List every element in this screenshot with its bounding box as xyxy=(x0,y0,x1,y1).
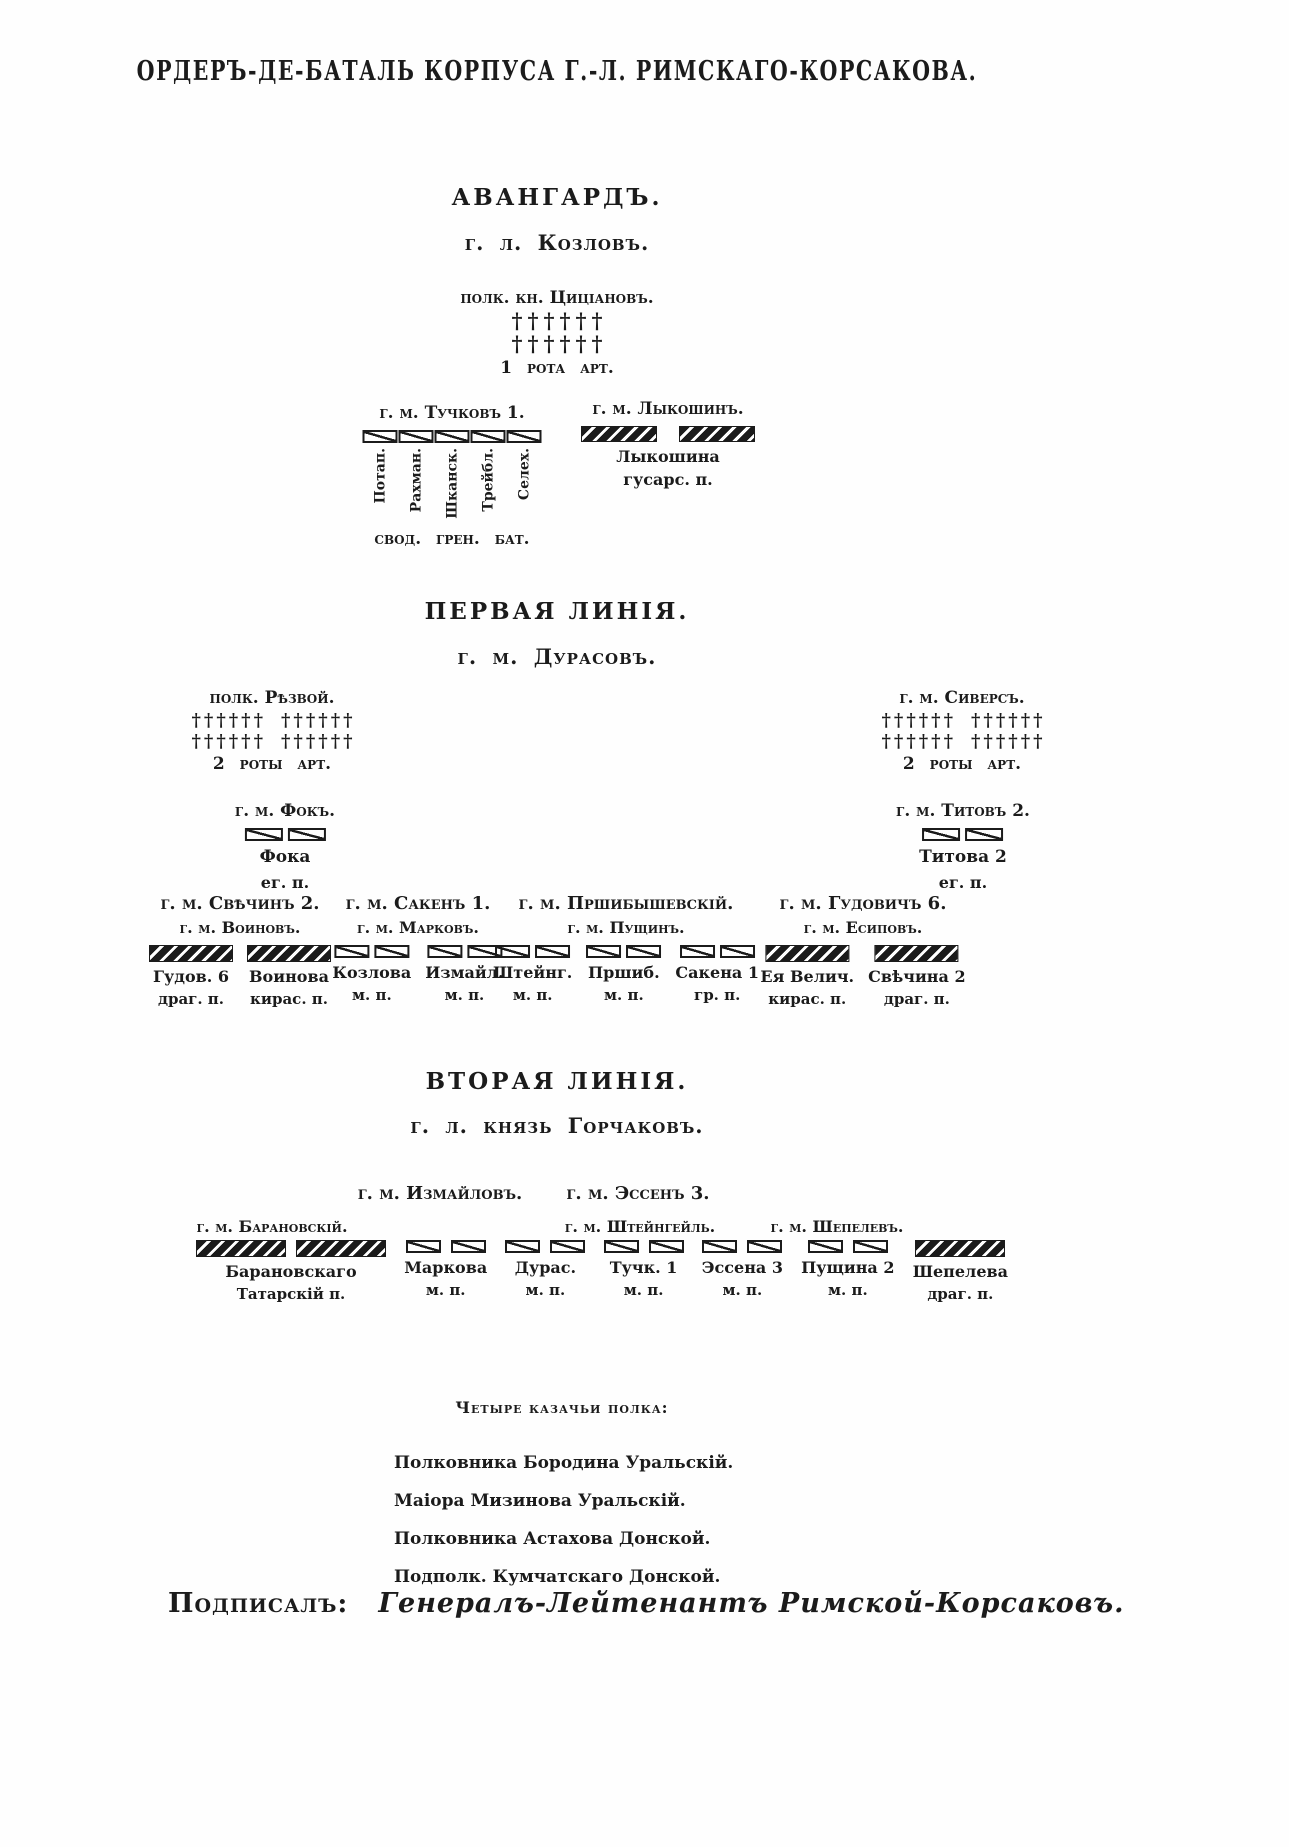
cannon-icon xyxy=(254,731,263,752)
cannon-icon xyxy=(343,731,352,752)
jager-units xyxy=(919,828,1007,892)
cannon-icon xyxy=(919,710,928,731)
gun-group xyxy=(509,333,605,356)
cannon-icon xyxy=(241,710,250,731)
group-general: г. м. Марковъ. xyxy=(357,918,479,937)
cannon-icon xyxy=(281,710,290,731)
cannon-icon xyxy=(204,731,213,752)
infantry-battalion-icon xyxy=(853,1240,888,1253)
cannon-icon xyxy=(1021,710,1030,731)
cannon-icon xyxy=(591,333,602,354)
cannon-icon xyxy=(331,731,340,752)
unit-cav xyxy=(913,1240,1008,1303)
infantry-battalion-icon xyxy=(435,430,470,443)
lykoshin-brigade-block xyxy=(581,399,755,489)
unit-symbols xyxy=(680,945,755,958)
unit-type: м. п. xyxy=(604,986,644,1004)
left-artillery-block xyxy=(190,688,354,774)
infantry-battalion-icon xyxy=(507,430,542,443)
cannon-icon xyxy=(241,731,250,752)
unit-name: Тучк. 1 xyxy=(609,1258,678,1277)
group-units xyxy=(332,945,503,1004)
unit-inf2 xyxy=(244,828,325,892)
first-line-group-gudovich xyxy=(760,893,965,1008)
lykoshin-units xyxy=(581,426,755,489)
cannon-icon xyxy=(894,731,903,752)
cannon-icon xyxy=(1033,710,1042,731)
cannon-icon xyxy=(281,731,290,752)
cavalry-regiment-icon xyxy=(765,945,849,962)
group-units xyxy=(149,945,331,1008)
unit-inf2 xyxy=(604,1240,684,1299)
infantry-battalion-icon xyxy=(966,828,1004,841)
unit-type: м. п. xyxy=(525,1281,566,1299)
infantry-battalion-icon xyxy=(604,1240,639,1253)
unit-type: кирас. п. xyxy=(768,990,847,1008)
unit-name: Сакена 1 xyxy=(675,963,759,982)
unit-name: Гудов. 6 xyxy=(152,967,229,986)
unit-type: м. п. xyxy=(623,1281,664,1299)
unit-symbols xyxy=(427,945,502,958)
artillery-officer: г. м. Сиверсъ. xyxy=(899,688,1025,708)
infantry-battalion-icon xyxy=(586,945,621,958)
unit-name: Козлова xyxy=(332,963,412,982)
first-line-commander: г. м. Дурасовъ. xyxy=(457,644,657,669)
unit-cav xyxy=(149,945,233,1008)
battalion-column xyxy=(400,430,433,512)
unit-cav2 xyxy=(581,426,755,489)
unit-cav xyxy=(760,945,854,1008)
infantry-battalion-icon xyxy=(702,1240,737,1253)
tuchkov-general: г. м. Тучковъ 1. xyxy=(379,403,525,423)
gun-group xyxy=(190,710,265,731)
unit-inf2 xyxy=(801,1240,894,1299)
group-general: г. м. Пущинъ. xyxy=(567,918,685,937)
unit-symbols xyxy=(702,1240,782,1253)
infantry-battalion-icon xyxy=(287,828,325,841)
unit-inf2 xyxy=(505,1240,585,1299)
gun-group xyxy=(509,310,605,333)
artillery-guns xyxy=(880,710,1044,752)
unit-symbols xyxy=(247,945,331,962)
gun-group xyxy=(970,710,1045,731)
cannon-icon xyxy=(254,710,263,731)
battalion-column xyxy=(472,430,505,512)
unit-symbols xyxy=(586,945,661,958)
cannon-icon xyxy=(881,710,890,731)
infantry-battalion-icon xyxy=(535,945,570,958)
unit-symbols xyxy=(581,426,755,442)
battalion-column xyxy=(436,430,469,519)
cannon-icon xyxy=(331,710,340,731)
unit-type: гр. п. xyxy=(694,986,741,1004)
unit-inf2 xyxy=(493,945,572,1004)
second-line-heading: ВТОРАЯ ЛИНІЯ. xyxy=(425,1068,689,1095)
infantry-battalion-icon xyxy=(374,945,409,958)
unit-inf2 xyxy=(702,1240,783,1299)
unit-name: Измайл. xyxy=(425,963,504,982)
right-jager-block xyxy=(896,801,1030,892)
unit-cav xyxy=(247,945,331,1008)
cannon-icon xyxy=(559,310,570,331)
cavalry-regiment-icon xyxy=(581,426,657,442)
general-shepelev: г. м. Шепелевъ. xyxy=(770,1217,904,1236)
cavalry-regiment-icon xyxy=(196,1240,286,1257)
unit-type: м. п. xyxy=(425,1281,466,1299)
unit-name: Штейнг. xyxy=(493,963,573,982)
unit-name: Фока xyxy=(259,847,311,867)
unit-symbols xyxy=(765,945,849,962)
cannon-icon xyxy=(343,710,352,731)
cannon-icon xyxy=(306,710,315,731)
gun-group xyxy=(280,731,355,752)
unit-type: кирас. п. xyxy=(250,990,328,1008)
infantry-battalion-icon xyxy=(923,828,961,841)
cannon-icon xyxy=(894,710,903,731)
cannon-icon xyxy=(996,710,1005,731)
unit-symbols xyxy=(915,1240,1005,1257)
gun-row xyxy=(509,310,605,333)
unit-type: м. п. xyxy=(827,1281,868,1299)
unit-type: м. п. xyxy=(512,986,553,1004)
unit-name: Маркова xyxy=(404,1258,488,1277)
cannon-icon xyxy=(996,731,1005,752)
group-general: г. м. Свѣчинъ 2. xyxy=(160,893,320,914)
unit-type: драг. п. xyxy=(927,1285,994,1303)
avangard-artillery-block xyxy=(460,288,653,378)
cossack-regiment: Полковника Астахова Донской. xyxy=(394,1529,711,1549)
general-essen: г. м. Эссенъ 3. xyxy=(566,1183,710,1204)
unit-symbols xyxy=(604,1240,684,1253)
signature-line xyxy=(168,1588,1125,1619)
unit-symbols xyxy=(196,1240,386,1257)
infantry-battalion-icon xyxy=(495,945,530,958)
unit-inf2 xyxy=(332,945,411,1004)
unit-name: Воинова xyxy=(249,967,329,986)
cannon-icon xyxy=(971,710,980,731)
gun-row xyxy=(509,333,605,356)
unit-name: Барановскаго xyxy=(225,1262,357,1281)
cossacks-heading: Четыре казачьи полка: xyxy=(455,1398,669,1417)
cavalry-regiment-icon xyxy=(149,945,233,962)
cannon-icon xyxy=(216,710,225,731)
cannon-icon xyxy=(906,710,915,731)
gun-row xyxy=(880,731,1044,752)
signature-name: Генералъ-Лейтенантъ Римской-Корсаковъ. xyxy=(378,1588,1125,1619)
infantry-battalion-icon xyxy=(626,945,661,958)
unit-symbols xyxy=(149,945,233,962)
infantry-battalion-icon xyxy=(505,1240,540,1253)
cannon-icon xyxy=(293,710,302,731)
gun-group xyxy=(880,731,955,752)
cannon-icon xyxy=(575,310,586,331)
cannon-icon xyxy=(191,731,200,752)
cannon-icon xyxy=(512,333,523,354)
cannon-icon xyxy=(931,710,940,731)
cannon-icon xyxy=(919,731,928,752)
gun-group xyxy=(190,731,265,752)
group-general: г. м. Сакенъ 1. xyxy=(345,893,491,914)
infantry-battalion-icon xyxy=(808,1240,843,1253)
gun-row xyxy=(880,710,1044,731)
cavalry-regiment-icon xyxy=(915,1240,1005,1257)
unit-type: м. п. xyxy=(444,986,485,1004)
unit-name: Ея Велич. xyxy=(760,967,855,986)
cannon-icon xyxy=(229,710,238,731)
cannon-icon xyxy=(512,310,523,331)
signature-label: Подписалъ: xyxy=(168,1588,349,1619)
battalion-name: Трейбл. xyxy=(480,448,496,512)
cannon-icon xyxy=(944,731,953,752)
battalion-name: Селех. xyxy=(516,448,532,501)
cannon-icon xyxy=(983,710,992,731)
tuchkov-battalions xyxy=(364,430,541,519)
unit-symbols xyxy=(334,945,409,958)
cannon-icon xyxy=(216,731,225,752)
unit-name: Пршиб. xyxy=(588,963,660,982)
unit-type: м. п. xyxy=(722,1281,763,1299)
left-jager-block xyxy=(235,801,335,892)
jager-general: г. м. Титовъ 2. xyxy=(896,801,1030,821)
infantry-battalion-icon xyxy=(406,1240,441,1253)
unit-type: ег. п. xyxy=(260,873,310,892)
cossacks-list xyxy=(394,1444,733,1596)
first-line-group-saken xyxy=(332,893,503,1004)
unit-name: Шепелева xyxy=(912,1262,1008,1281)
document-title: ОРДЕРЪ-ДЕ-БАТАЛЬ КОРПУСА Г.-Л. РИМСКАГО-КОРСАКОВА. xyxy=(136,56,978,87)
cavalry-regiment-icon xyxy=(296,1240,386,1257)
unit-cav2 xyxy=(196,1240,386,1303)
infantry-battalion-icon xyxy=(334,945,369,958)
infantry-battalion-icon xyxy=(649,1240,684,1253)
cannon-icon xyxy=(931,731,940,752)
cannon-icon xyxy=(318,731,327,752)
cannon-icon xyxy=(559,333,570,354)
infantry-battalion-icon xyxy=(427,945,462,958)
infantry-battalion-icon xyxy=(399,430,434,443)
cannon-icon xyxy=(1021,731,1030,752)
unit-name: Титова 2 xyxy=(919,847,1007,867)
unit-symbols xyxy=(875,945,959,962)
unit-inf2 xyxy=(425,945,503,1004)
avangard-commander: г. л. Козловъ. xyxy=(464,230,650,255)
infantry-battalion-icon xyxy=(550,1240,585,1253)
unit-type: м. п. xyxy=(352,986,392,1004)
unit-name: Лыкошина xyxy=(616,447,720,466)
group-general: г. м. Воиновъ. xyxy=(179,918,301,937)
unit-inf2 xyxy=(404,1240,487,1299)
unit-inf2 xyxy=(586,945,661,1004)
cannon-icon xyxy=(318,710,327,731)
second-line-units xyxy=(196,1240,1008,1303)
group-general: г. м. Гудовичъ 6. xyxy=(779,893,947,914)
cannon-icon xyxy=(944,710,953,731)
unit-inf2 xyxy=(675,945,759,1004)
jager-general: г. м. Фокъ. xyxy=(234,801,336,821)
cannon-icon xyxy=(293,731,302,752)
artillery-officer: полк. Рѣзвой. xyxy=(209,688,335,708)
unit-type: драг. п. xyxy=(883,990,950,1008)
unit-type: драг. п. xyxy=(157,990,225,1008)
gun-row xyxy=(190,710,354,731)
artillery-officer: полк. кн. Циціановъ. xyxy=(460,288,654,308)
unit-name: Эссена 3 xyxy=(701,1258,783,1277)
cannon-icon xyxy=(1008,710,1017,731)
cannon-icon xyxy=(575,333,586,354)
cannon-icon xyxy=(191,710,200,731)
cannon-icon xyxy=(983,731,992,752)
cannon-icon xyxy=(229,731,238,752)
gun-row xyxy=(190,731,354,752)
general-baranovsky: г. м. Барановскій. xyxy=(196,1217,348,1236)
gun-group xyxy=(280,710,355,731)
cannon-icon xyxy=(591,310,602,331)
unit-symbols xyxy=(244,828,325,841)
infantry-battalion-icon xyxy=(680,945,715,958)
unit-name: Пущина 2 xyxy=(801,1258,895,1277)
lykoshin-general: г. м. Лыкошинъ. xyxy=(592,399,744,419)
cannon-icon xyxy=(306,731,315,752)
unit-symbols xyxy=(923,828,1004,841)
artillery-guns xyxy=(190,710,354,752)
battalion-name: Потап. xyxy=(372,448,388,504)
infantry-battalion-icon xyxy=(747,1240,782,1253)
infantry-battalion-icon xyxy=(363,430,398,443)
general-steingel: г. м. Штейнгейль. xyxy=(564,1217,716,1236)
cavalry-regiment-icon xyxy=(247,945,331,962)
cannon-icon xyxy=(1008,731,1017,752)
cannon-icon xyxy=(204,710,213,731)
cannon-icon xyxy=(544,310,555,331)
unit-type: ег. п. xyxy=(938,873,988,892)
artillery-guns xyxy=(509,310,605,356)
cossack-regiment: Полковника Бородина Уральскій. xyxy=(394,1453,734,1473)
infantry-battalion-icon xyxy=(471,430,506,443)
cannon-icon xyxy=(906,731,915,752)
battalion-column xyxy=(508,430,541,500)
cannon-icon xyxy=(971,731,980,752)
cannon-icon xyxy=(881,731,890,752)
unit-symbols xyxy=(495,945,570,958)
battalion-column xyxy=(364,430,397,503)
tuchkov-brigade-block xyxy=(364,403,541,549)
battalion-name: Шканск. xyxy=(444,448,460,519)
group-units xyxy=(493,945,759,1004)
cossack-regiment: Подполк. Кумчатскаго Донской. xyxy=(394,1567,721,1587)
first-line-group-svechin xyxy=(149,893,331,1008)
avangard-heading: АВАНГАРДЪ. xyxy=(451,184,663,211)
battalion-name: Рахман. xyxy=(408,448,424,513)
unit-inf2 xyxy=(919,828,1007,892)
unit-name: Дурас. xyxy=(514,1258,577,1277)
second-line-commander: г. л. князь Горчаковъ. xyxy=(410,1113,704,1138)
cannon-icon xyxy=(1033,731,1042,752)
unit-symbols xyxy=(808,1240,888,1253)
jager-units xyxy=(244,828,325,892)
cannon-icon xyxy=(528,310,539,331)
right-artillery-block xyxy=(880,688,1044,774)
cavalry-regiment-icon xyxy=(875,945,959,962)
artillery-caption: 2 роты арт. xyxy=(902,754,1022,774)
gun-group xyxy=(880,710,955,731)
unit-cav xyxy=(868,945,965,1008)
infantry-battalion-icon xyxy=(451,1240,486,1253)
unit-type: гусарс. п. xyxy=(623,470,713,489)
cavalry-regiment-icon xyxy=(679,426,755,442)
unit-symbols xyxy=(406,1240,486,1253)
group-general: г. м. Есиповъ. xyxy=(803,918,923,937)
cossack-regiment: Маіора Мизинова Уральскій. xyxy=(394,1491,686,1511)
first-line-heading: ПЕРВАЯ ЛИНІЯ. xyxy=(424,598,690,625)
general-izmailov: г. м. Измайловъ. xyxy=(357,1183,523,1204)
cannon-icon xyxy=(544,333,555,354)
artillery-caption: 2 роты арт. xyxy=(212,754,332,774)
gun-group xyxy=(970,731,1045,752)
infantry-battalion-icon xyxy=(720,945,755,958)
group-units xyxy=(760,945,965,1008)
cannon-icon xyxy=(528,333,539,354)
unit-type: Татарскій п. xyxy=(236,1285,346,1303)
unit-symbols xyxy=(505,1240,585,1253)
tuchkov-caption: свод. грен. бат. xyxy=(374,528,530,549)
artillery-caption: 1 рота арт. xyxy=(500,358,614,378)
infantry-battalion-icon xyxy=(244,828,282,841)
group-general: г. м. Пршибышевскій. xyxy=(518,893,734,914)
first-line-group-przhibyshevsky xyxy=(493,893,759,1004)
unit-name: Свѣчина 2 xyxy=(868,967,966,986)
